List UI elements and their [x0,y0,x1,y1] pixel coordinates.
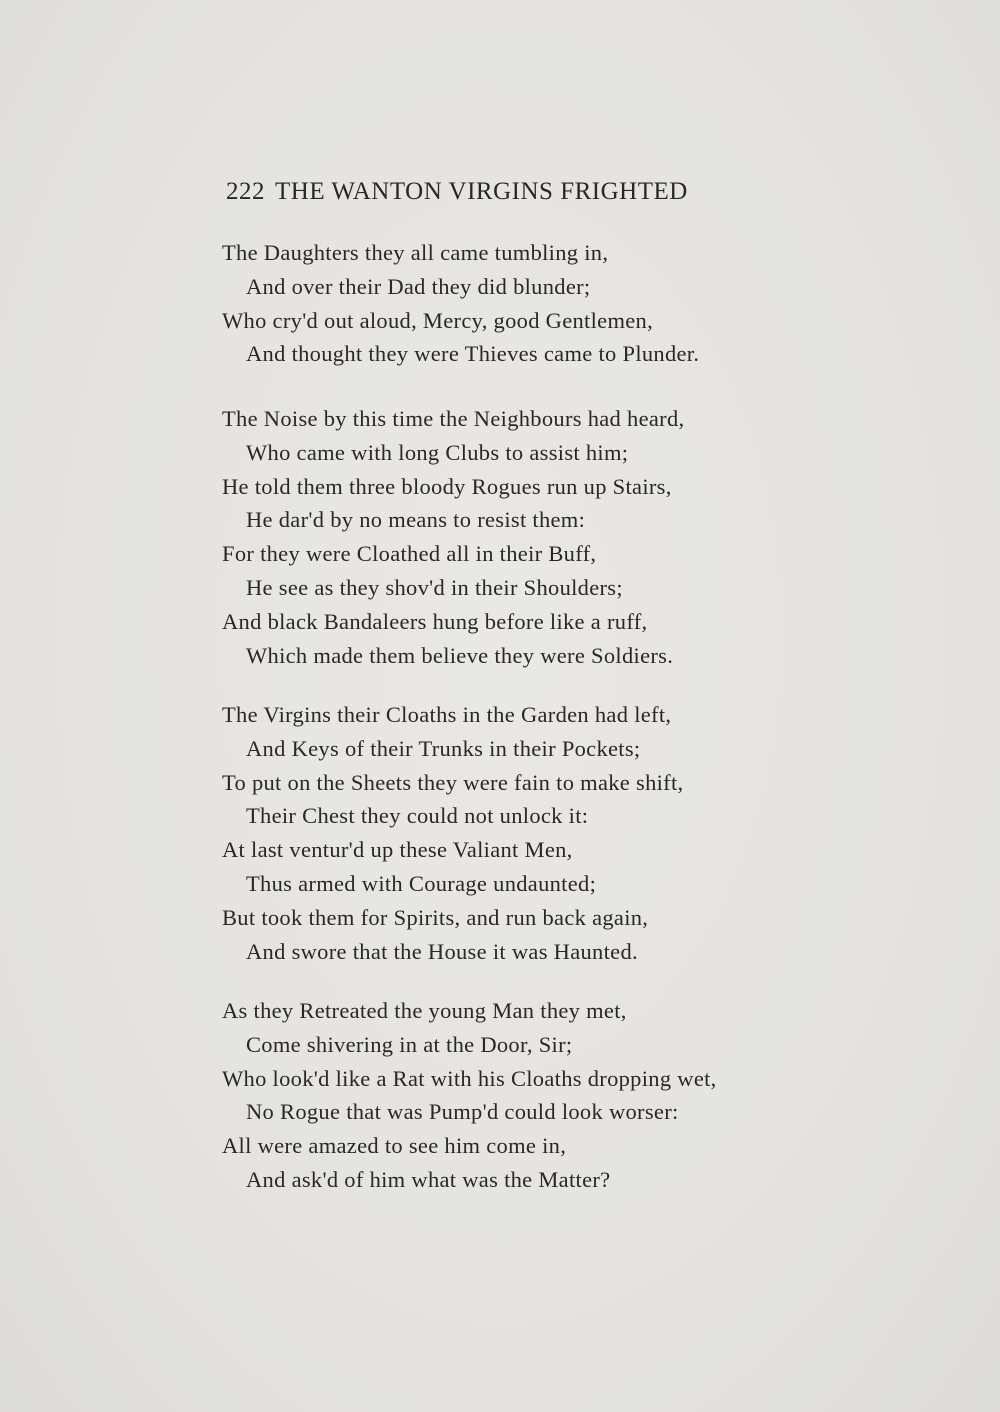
verse-line: All were amazed to see him come in, [222,1133,567,1159]
verse-line: Come shivering in at the Door, Sir; [246,1031,573,1057]
stanza [222,236,699,371]
verse-line: He see as they shov'd in their Shoulders; [246,574,623,600]
verse-line: To put on the Sheets they were fain to make shift, [222,769,684,795]
verse-line: Who came with long Clubs to assist him; [246,439,629,465]
stanza [222,994,717,1197]
verse-line: Which made them believe they were Soldiers. [246,642,674,668]
verse-line: As they Retreated the young Man they met, [222,998,627,1023]
verse-line: For they were Cloathed all in their Buff, [222,541,597,567]
running-head [226,178,766,206]
running-title: THE WANTON VIRGINS FRIGHTED [275,178,688,205]
verse-line: And ask'd of him what was the Matter? [246,1166,611,1192]
verse-line: And thought they were Thieves came to Plunder. [246,341,700,367]
verse-line: He told them three bloody Rogues run up Stairs, [222,473,672,499]
verse-line: The Daughters they all came tumbling in, [222,240,609,265]
stanza [222,698,683,968]
verse-line: The Noise by this time the Neighbours had heard, [222,406,685,431]
verse-line: The Virgins their Cloaths in the Garden had left, [222,702,672,727]
verse-line: And swore that the House it was Haunted. [246,938,638,964]
stanza [222,402,684,672]
verse-line: And over their Dad they did blunder; [246,273,591,299]
verse-line: And Keys of their Trunks in their Pockets; [246,735,641,761]
verse-line: Who cry'd out aloud, Mercy, good Gentlemen, [222,307,654,333]
verse-line: Thus armed with Courage undaunted; [246,870,597,896]
verse-line: And black Bandaleers hung before like a ruff, [222,608,648,634]
verse-line: At last ventur'd up these Valiant Men, [222,837,573,863]
verse-line: He dar'd by no means to resist them: [246,507,586,533]
verse-line: No Rogue that was Pump'd could look worser: [246,1099,679,1125]
verse-line: But took them for Spirits, and run back again, [222,904,649,930]
verse-line: Their Chest they could not unlock it: [246,803,589,829]
verse-line: Who look'd like a Rat with his Cloaths dropping wet, [222,1065,717,1091]
page-number: 222 [226,178,265,205]
